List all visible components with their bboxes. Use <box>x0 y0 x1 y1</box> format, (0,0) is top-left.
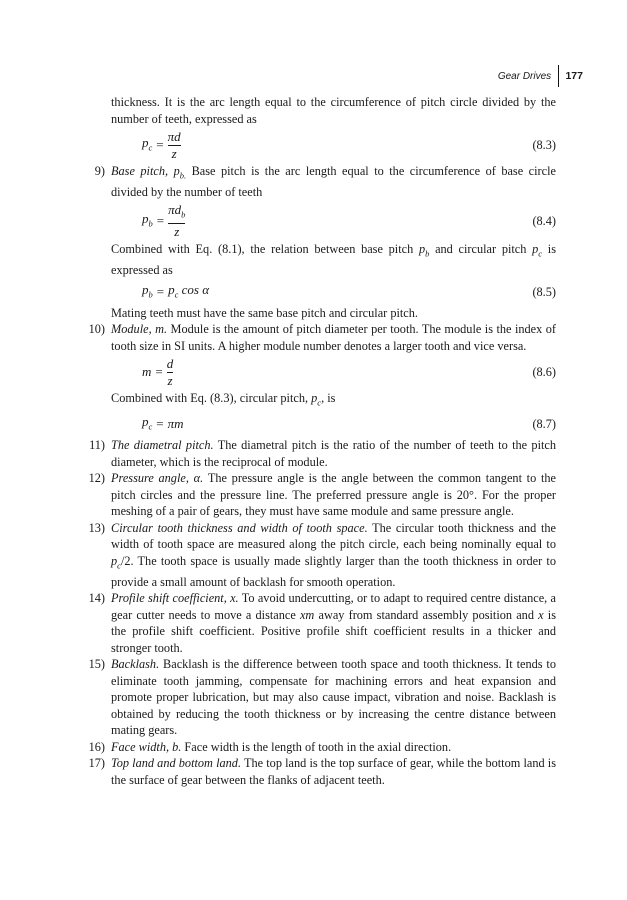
list-item: 15) Backlash. Backlash is the difference between tooth space and tooth thickness. It tends to eliminate tooth jamming, compensate for machining errors and heat expansion and promote proper lubrication, but may also cause impact, vibration and noise. Backlash is obtained by reducing the tooth thickness or by increasing the centre distance between mating gears. <box>88 657 556 738</box>
equation-8-3: $p_c$ = $\frac{\pi d}{z}$ (8.3) <box>142 129 556 161</box>
paragraph: Combined with Eq. (8.1), the relation between base pitch $p_b$ and circular pitch $p_c$ is expressed as <box>111 242 557 277</box>
running-header <box>498 66 583 86</box>
page-body <box>82 94 556 788</box>
term: Profile shift coefficient, x. <box>111 591 239 606</box>
list-item: 11) The diametral pitch. The diametral pitch is the ratio of the number of teeth to the pitch diameter, which is the reciprocal of module. <box>89 438 557 469</box>
equation-number: (8.5) <box>532 284 556 299</box>
list-item: 13) Circular tooth thickness and width of tooth space. The circular tooth thickness and the width of tooth space are measured along the pitch circle, each being nominally equal to $p_c/2$. The tooth space is usually made slightly larger than the tooth thickness in order to provide a small amount of backlash for smooth operation. <box>88 520 556 589</box>
term: The diametral pitch. <box>111 438 214 453</box>
paragraph: Mating teeth must have the same base pitch and circular pitch. <box>111 305 418 320</box>
chapter-title: Gear Drives <box>497 70 552 82</box>
list-item: 14) Profile shift coefficient, x. To avoid undercutting, or to adapt to required centre distance, a gear cutter needs to move a distance xm away from standard assembly position and x is the profile shift coefficient. Positive profile shift coefficient results in a thicker and stronger tooth. <box>88 591 557 655</box>
equation-8-7: $p_c$ = πm (8.7) <box>142 414 556 432</box>
term: Top land and bottom land. <box>111 756 242 771</box>
term: Circular tooth thickness and width of tooth space. <box>111 520 368 535</box>
paragraph: Combined with Eq. (8.3), circular pitch, $p_c$, is <box>111 391 336 408</box>
fraction: $\frac{\pi d}{z}$ <box>167 129 181 161</box>
term: Module, m. <box>111 322 168 337</box>
term: Pressure angle, α. <box>111 471 204 486</box>
equation-8-4: $p_b$ = $\frac{\pi d_b}{z}$ (8.4) <box>142 202 556 240</box>
equation-8-6: m = $\frac{d}{z}$ (8.6) <box>142 356 556 389</box>
equation-number: (8.3) <box>532 138 556 153</box>
fraction: $\frac{\pi d_b}{z}$ <box>168 202 186 240</box>
list-item: 12) Pressure angle, α. The pressure angle is the angle between the common tangent to the pitch circles and the pressure line. The preferred pressure angle is 20°. For the proper meshing of a pair of gears, they must have same module and same pressure angle. <box>88 471 556 519</box>
list-item: 9) Base pitch, $p_{b.}$ Base pitch is the arc length equal to the circumference of base circle divided by the number of teeth <box>94 164 556 199</box>
term: Face width, b. <box>111 739 182 754</box>
equation-number: (8.7) <box>532 417 556 432</box>
list-item: 17) Top land and bottom land. The top land is the top surface of gear, while the bottom land is the surface of gear between the flanks of adjacent teeth. <box>88 756 556 787</box>
page-number: 177 <box>565 70 583 82</box>
equation-8-5: $p_b$ = $p_c$ cos α (8.5) <box>142 281 556 300</box>
equation-number: (8.6) <box>532 365 556 380</box>
equation-number: (8.4) <box>532 214 556 228</box>
list-item: 10) Module, m. Module is the amount of pitch diameter per tooth. The module is the index of tooth size in SI units. A higher module number denotes a larger tooth and vice versa. <box>88 322 556 353</box>
intro-paragraph: thickness. It is the arc length equal to the circumference of pitch circle divided by the number of teeth, expressed as <box>111 95 556 126</box>
fraction: $\frac{d}{z}$ <box>166 356 174 389</box>
term: Backlash. <box>111 657 160 672</box>
term: Base pitch, $p_{b.}$ <box>111 164 187 181</box>
list-item: 16) Face width, b. Face width is the length of tooth in the axial direction. <box>88 739 452 754</box>
